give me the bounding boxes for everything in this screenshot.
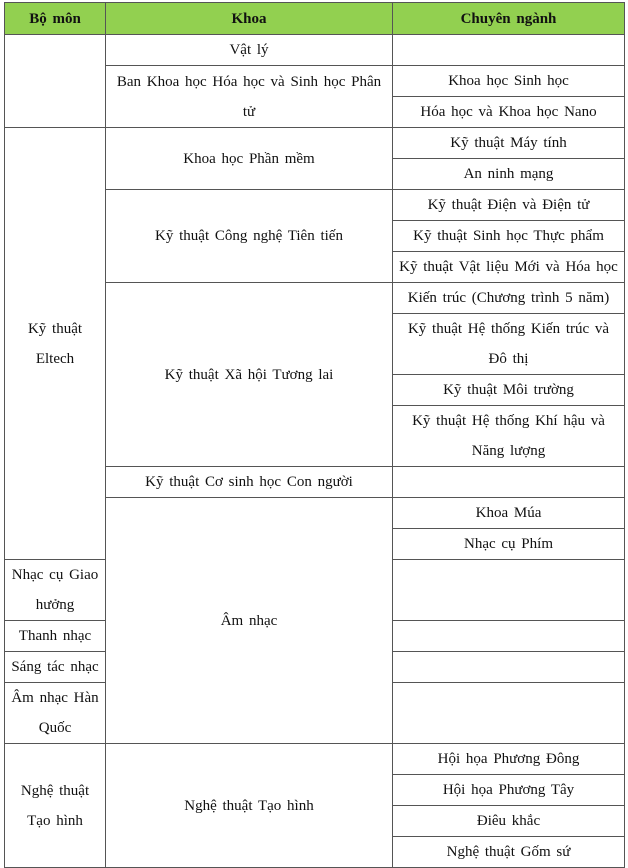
faculty-cell: Nhạc cụ Giao hưởng	[5, 560, 106, 621]
major-cell: Kỹ thuật Môi trường	[393, 375, 625, 406]
faculty-cell: Thanh nhạc	[5, 621, 106, 652]
table-row	[5, 128, 625, 159]
major-cell	[393, 621, 625, 652]
major-cell: Kỹ thuật Sinh học Thực phẩm	[393, 221, 625, 252]
major-cell: An ninh mạng	[393, 159, 625, 190]
major-cell: Nghệ thuật Gốm sứ	[393, 837, 625, 868]
faculty-cell: Kỹ thuật Xã hội Tương lai	[106, 283, 393, 467]
major-cell: Kiến trúc (Chương trình 5 năm)	[393, 283, 625, 314]
header-row	[5, 3, 625, 35]
major-cell: Khoa học Sinh học	[393, 66, 625, 97]
major-cell: Hóa học và Khoa học Nano	[393, 97, 625, 128]
faculty-cell: Khoa Múa	[393, 498, 625, 529]
major-cell	[393, 467, 625, 498]
major-cell: Hội họa Phương Đông	[393, 744, 625, 775]
major-cell: Kỹ thuật Hệ thống Kiến trúc và Đô thị	[393, 314, 625, 375]
department-cell: Nghệ thuật Tạo hình	[5, 744, 106, 868]
header-department: Bộ môn	[5, 3, 106, 35]
faculty-cell: Sáng tác nhạc	[5, 652, 106, 683]
faculty-cell: Nhạc cụ Phím	[393, 529, 625, 560]
header-faculty: Khoa	[106, 3, 393, 35]
curriculum-table	[4, 2, 625, 868]
faculty-cell: Âm nhạc Hàn Quốc	[5, 683, 106, 744]
major-cell	[393, 35, 625, 66]
faculty-cell: Kỹ thuật Công nghệ Tiên tiến	[106, 190, 393, 283]
major-cell: Kỹ thuật Điện và Điện tử	[393, 190, 625, 221]
department-cell	[5, 35, 106, 128]
department-cell: Âm nhạc	[106, 498, 393, 744]
major-cell	[393, 652, 625, 683]
faculty-cell: Khoa học Phần mềm	[106, 128, 393, 190]
header-major: Chuyên ngành	[393, 3, 625, 35]
faculty-cell: Ban Khoa học Hóa học và Sinh học Phân tử	[106, 66, 393, 128]
major-cell	[393, 560, 625, 621]
major-cell: Kỹ thuật Hệ thống Khí hậu và Năng lượng	[393, 406, 625, 467]
department-cell: Kỹ thuật Eltech	[5, 128, 106, 560]
table-row	[5, 35, 625, 66]
table-row	[5, 744, 625, 775]
faculty-cell: Vật lý	[106, 35, 393, 66]
major-cell: Hội họa Phương Tây	[393, 775, 625, 806]
major-cell: Kỹ thuật Máy tính	[393, 128, 625, 159]
faculty-cell: Nghệ thuật Tạo hình	[106, 744, 393, 868]
major-cell: Điêu khắc	[393, 806, 625, 837]
faculty-cell: Kỹ thuật Cơ sinh học Con người	[106, 467, 393, 498]
major-cell: Kỹ thuật Vật liệu Mới và Hóa học	[393, 252, 625, 283]
major-cell	[393, 683, 625, 744]
